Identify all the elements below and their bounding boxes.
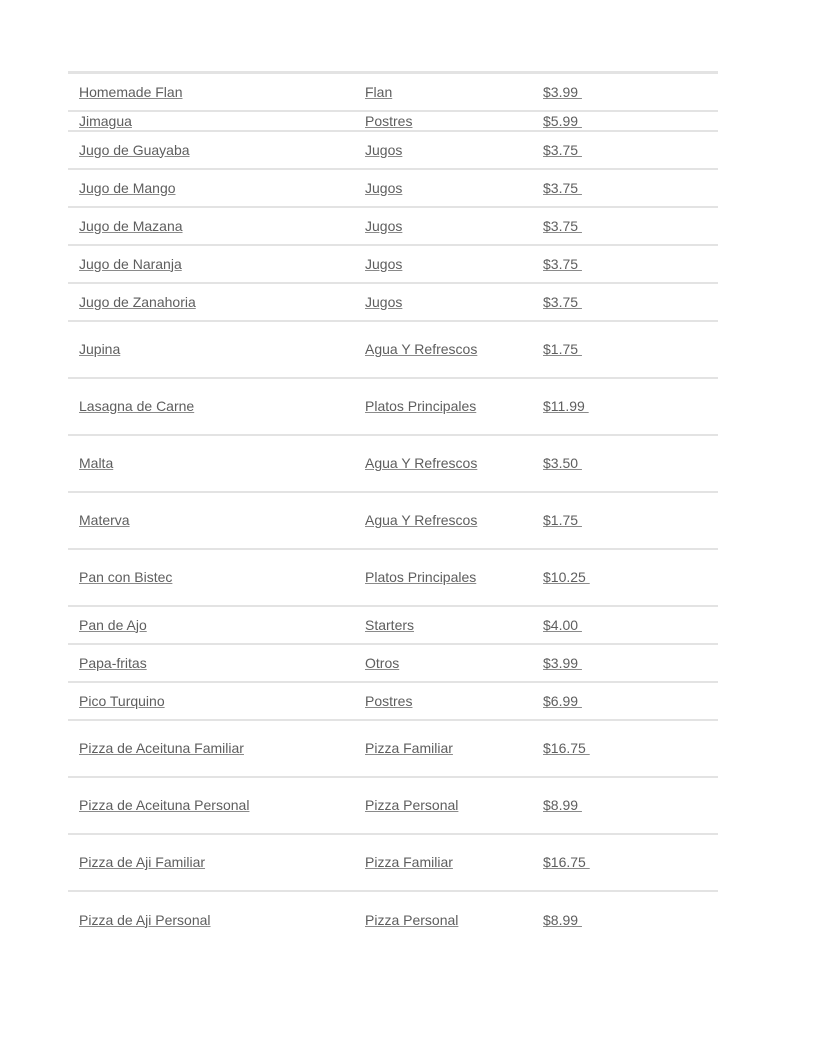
item-price-link[interactable]: $3.75 bbox=[543, 293, 582, 310]
item-price-cell bbox=[543, 644, 718, 682]
item-category-cell bbox=[354, 777, 543, 834]
item-category-cell bbox=[354, 834, 543, 891]
table-row bbox=[68, 891, 718, 948]
item-name-link[interactable]: Lasagna de Carne bbox=[79, 398, 195, 414]
item-name-cell bbox=[68, 435, 354, 492]
item-price-link[interactable]: $1.75 bbox=[543, 512, 582, 528]
item-category-cell bbox=[354, 131, 543, 169]
item-name-link[interactable]: Pizza de Aceituna Personal bbox=[79, 797, 250, 813]
item-name-link[interactable]: Jugo de Guayaba bbox=[79, 141, 190, 158]
item-category-cell bbox=[354, 111, 543, 131]
item-name-link[interactable]: Jugo de Mazana bbox=[79, 217, 183, 234]
item-name-link[interactable]: Pizza de Aceituna Familiar bbox=[79, 740, 244, 756]
item-price-link[interactable]: $10.25 bbox=[543, 569, 590, 585]
item-price-link[interactable]: $8.99 bbox=[543, 911, 582, 928]
table-row bbox=[68, 169, 718, 207]
item-name-cell bbox=[68, 492, 354, 549]
item-price-link[interactable]: $16.75 bbox=[543, 854, 590, 870]
item-price-link[interactable]: $3.50 bbox=[543, 455, 582, 471]
item-price-cell bbox=[543, 169, 718, 207]
item-name-link[interactable]: Pizza de Aji Familiar bbox=[79, 854, 206, 870]
item-category-link[interactable]: Jugos bbox=[365, 255, 403, 272]
item-category-link[interactable]: Jugos bbox=[365, 179, 403, 196]
item-name-link[interactable]: Jimagua bbox=[79, 112, 132, 129]
item-price-cell bbox=[543, 73, 718, 111]
item-name-cell bbox=[68, 131, 354, 169]
menu-items-table bbox=[68, 71, 718, 948]
item-name-cell bbox=[68, 644, 354, 682]
table-row bbox=[68, 378, 718, 435]
item-price-link[interactable]: $3.75 bbox=[543, 179, 582, 196]
item-price-link[interactable]: $6.99 bbox=[543, 692, 582, 709]
item-price-link[interactable]: $11.99 bbox=[543, 398, 589, 414]
item-category-link[interactable]: Platos Principales bbox=[365, 569, 477, 585]
item-category-link[interactable]: Pizza Personal bbox=[365, 911, 459, 928]
item-price-cell bbox=[543, 834, 718, 891]
item-category-cell bbox=[354, 245, 543, 283]
item-category-cell bbox=[354, 682, 543, 720]
item-price-link[interactable]: $3.75 bbox=[543, 141, 582, 158]
item-name-link[interactable]: Jugo de Zanahoria bbox=[79, 293, 196, 310]
item-category-cell bbox=[354, 378, 543, 435]
item-price-cell bbox=[543, 891, 718, 948]
item-name-link[interactable]: Jugo de Mango bbox=[79, 179, 176, 196]
item-category-cell bbox=[354, 207, 543, 245]
item-price-cell bbox=[543, 682, 718, 720]
item-name-cell bbox=[68, 891, 354, 948]
item-price-cell bbox=[543, 245, 718, 283]
item-price-cell bbox=[543, 606, 718, 644]
item-category-cell bbox=[354, 606, 543, 644]
item-name-cell bbox=[68, 245, 354, 283]
item-name-cell bbox=[68, 549, 354, 606]
item-category-link[interactable]: Postres bbox=[365, 692, 413, 709]
item-name-cell bbox=[68, 682, 354, 720]
item-category-cell bbox=[354, 492, 543, 549]
item-category-link[interactable]: Platos Principales bbox=[365, 398, 477, 414]
item-price-cell bbox=[543, 321, 718, 378]
item-price-cell bbox=[543, 111, 718, 131]
item-name-cell bbox=[68, 321, 354, 378]
item-price-link[interactable]: $16.75 bbox=[543, 740, 590, 756]
table-row bbox=[68, 207, 718, 245]
table-row bbox=[68, 245, 718, 283]
item-price-link[interactable]: $5.99 bbox=[543, 112, 582, 129]
table-row bbox=[68, 435, 718, 492]
table-row bbox=[68, 549, 718, 606]
item-name-cell bbox=[68, 720, 354, 777]
table-row bbox=[68, 492, 718, 549]
table-row bbox=[68, 283, 718, 321]
table-row bbox=[68, 321, 718, 378]
item-name-link[interactable]: Pan de Ajo bbox=[79, 616, 147, 633]
menu-items-body bbox=[68, 73, 718, 948]
item-price-link[interactable]: $4.00 bbox=[543, 616, 582, 633]
item-name-cell bbox=[68, 606, 354, 644]
item-name-cell bbox=[68, 834, 354, 891]
item-category-link[interactable]: Jugos bbox=[365, 293, 403, 310]
item-price-link[interactable]: $3.99 bbox=[543, 654, 582, 671]
item-category-link[interactable]: Pizza Familiar bbox=[365, 854, 453, 870]
item-category-cell bbox=[354, 321, 543, 378]
item-price-cell bbox=[543, 283, 718, 321]
item-category-cell bbox=[354, 435, 543, 492]
item-name-link[interactable]: Materva bbox=[79, 512, 130, 528]
item-category-cell bbox=[354, 169, 543, 207]
item-price-link[interactable]: $3.99 bbox=[543, 83, 582, 100]
item-price-cell bbox=[543, 435, 718, 492]
item-category-cell bbox=[354, 283, 543, 321]
item-name-link[interactable]: Jupina bbox=[79, 341, 121, 357]
item-name-link[interactable]: Pico Turquino bbox=[79, 692, 165, 709]
item-category-link[interactable]: Jugos bbox=[365, 141, 403, 158]
item-category-link[interactable]: Postres bbox=[365, 112, 413, 129]
item-category-cell bbox=[354, 644, 543, 682]
table-row bbox=[68, 682, 718, 720]
item-category-cell bbox=[354, 720, 543, 777]
item-name-cell bbox=[68, 207, 354, 245]
item-category-link[interactable]: Starters bbox=[365, 616, 415, 633]
item-name-link[interactable]: Jugo de Naranja bbox=[79, 255, 182, 272]
item-name-link[interactable]: Papa-fritas bbox=[79, 654, 147, 671]
item-name-link[interactable]: Pizza de Aji Personal bbox=[79, 911, 211, 928]
item-name-cell bbox=[68, 111, 354, 131]
item-category-link[interactable]: Otros bbox=[365, 654, 400, 671]
table-row bbox=[68, 73, 718, 111]
item-category-cell bbox=[354, 73, 543, 111]
item-price-cell bbox=[543, 492, 718, 549]
item-category-link[interactable]: Agua Y Refrescos bbox=[365, 341, 478, 357]
table-row bbox=[68, 644, 718, 682]
table-row bbox=[68, 606, 718, 644]
item-price-cell bbox=[543, 777, 718, 834]
item-name-cell bbox=[68, 283, 354, 321]
item-price-link[interactable]: $3.75 bbox=[543, 217, 582, 234]
table-row bbox=[68, 720, 718, 777]
item-price-cell bbox=[543, 549, 718, 606]
item-category-link[interactable]: Flan bbox=[365, 83, 393, 100]
item-name-cell bbox=[68, 169, 354, 207]
item-price-cell bbox=[543, 378, 718, 435]
table-row bbox=[68, 131, 718, 169]
item-category-cell bbox=[354, 891, 543, 948]
item-category-cell bbox=[354, 549, 543, 606]
item-category-link[interactable]: Agua Y Refrescos bbox=[365, 455, 478, 471]
table-row bbox=[68, 777, 718, 834]
item-name-link[interactable]: Malta bbox=[79, 455, 114, 471]
item-price-cell bbox=[543, 720, 718, 777]
table-row bbox=[68, 834, 718, 891]
item-category-link[interactable]: Jugos bbox=[365, 217, 403, 234]
item-name-cell bbox=[68, 378, 354, 435]
item-name-link[interactable]: Pan con Bistec bbox=[79, 569, 173, 585]
item-name-cell bbox=[68, 73, 354, 111]
table-row bbox=[68, 111, 718, 131]
item-price-cell bbox=[543, 207, 718, 245]
item-category-link[interactable]: Pizza Familiar bbox=[365, 740, 453, 756]
item-price-cell bbox=[543, 131, 718, 169]
item-price-link[interactable]: $3.75 bbox=[543, 255, 582, 272]
item-category-link[interactable]: Pizza Personal bbox=[365, 797, 459, 813]
item-price-link[interactable]: $8.99 bbox=[543, 797, 582, 813]
item-name-cell bbox=[68, 777, 354, 834]
item-name-link[interactable]: Homemade Flan bbox=[79, 83, 183, 100]
item-price-link[interactable]: $1.75 bbox=[543, 341, 582, 357]
item-category-link[interactable]: Agua Y Refrescos bbox=[365, 512, 478, 528]
